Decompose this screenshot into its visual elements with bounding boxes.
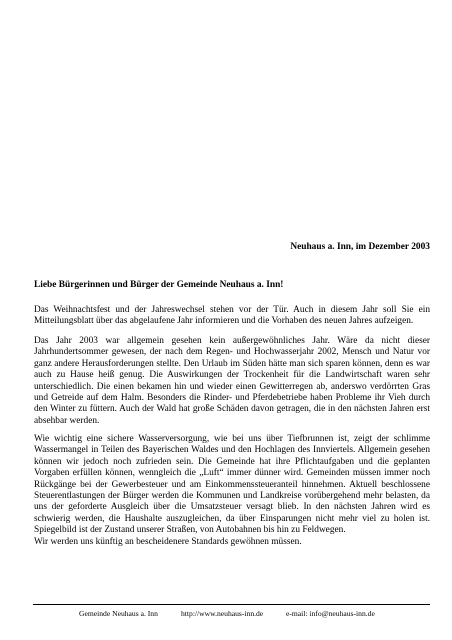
paragraph-year-review: Das Jahr 2003 war allgemein gesehen kein außergewöhnliches Jahr. Wäre da nicht dieser Jahrhundertsommer gewesen, der nach dem Regen- und Hochwasserjahr 2002, Mensch und Natur vor ganz andere Herausforderungen stellte. Den Urlaub im Süden hätte man sich sparen können, denn es war auch zu Hause heiß genug. Die Auswirkungen der Trockenheit für die Landwirtschaft waren sehr unterschiedlich. Die einen bekamen hin und wieder einen Gewitterregen ab, anderswo verdörrten Gras und Getreide auf dem Halm. Besonders die Rinder- und Pferdebetriebe haben Probleme ihr Vieh durch den Winter zu füttern. Auch der Wald hat große Schäden davon getragen, die in den nächsten Jahren erst absehbar werden. — [34, 336, 430, 426]
salutation: Liebe Bürgerinnen und Bürger der Gemeinde Neuhaus a. Inn! — [34, 280, 284, 290]
paragraph-water-finances — [34, 434, 430, 548]
date-line: Neuhaus a. Inn, im Dezember 2003 — [290, 242, 430, 252]
paragraph-intro: Das Weihnachtsfest und der Jahreswechsel stehen vor der Tür. Auch in diesem Jahr soll Sie ein Mitteilungsblatt über das abgelaufene Jahr informieren und die Vorhaben des neuen Jahres aufzeigen. — [34, 305, 430, 327]
paragraph-water-finances-text: Wie wichtig eine sichere Wasserversorgung, wie bei uns über Tiefbrunnen ist, zeigt der schlimme Wassermangel in Teilen des Bayerischen Waldes und den Hochlagen des Innviertels. Allgemein gesehen können wir jedoch noch zufrieden sein. Die Gemeinde hat ihre Pflichtaufgaben und die geplanten Vorgaben erfüllen können, wenngleich die „Luft“ immer dünner wird. Gemeinden müssen immer noch Rückgänge bei der Gewerbesteuer und am Einkommenssteueranteil hinnehmen. Aktuell beschlossene Steuerentlastungen der Bürger werden die Kommunen und Landkreise vorübergehend mehr belasten, da uns der geforderte Ausgleich über die Umsatzsteuer versagt blieb. In den nächsten Jahren wird es schwierig werden, die Haushalte auszugleichen, da über Einsparungen nicht mehr viel zu holen ist. Spiegelbild ist der Zustand unserer Straßen, von Autobahnen bis hin zu Feldwegen. — [34, 434, 430, 536]
paragraph-closing-line: Wir werden uns künftig an bescheidenere Standards gewöhnen müssen. — [34, 536, 302, 547]
footer-website-link[interactable]: http://www.neuhaus-inn.de — [181, 609, 264, 618]
footer-email-link[interactable]: e-mail: info@neuhaus-inn.de — [286, 609, 375, 618]
footer-organization: Gemeinde Neuhaus a. Inn — [79, 609, 158, 618]
footer-rule — [33, 604, 430, 605]
